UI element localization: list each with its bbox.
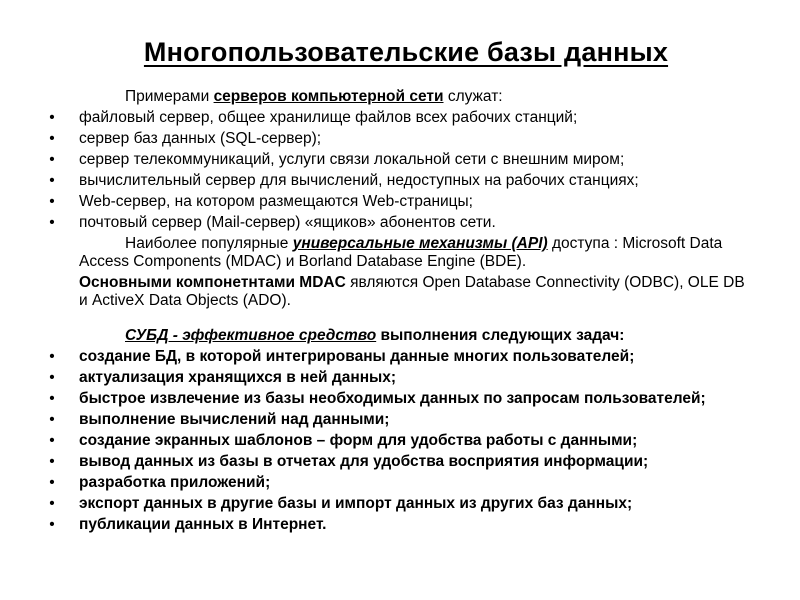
dbms-suffix: выполнения следующих задач: [376,327,625,344]
list-item [46,369,746,387]
servers-intro-prefix: Примерами [125,88,214,105]
api-emphasis: универсальные механизмы (API) [292,235,548,252]
dbms-intro [46,327,746,345]
slide-body [46,88,746,537]
bullet-icon: • [49,453,55,470]
bullet-icon: • [49,130,55,147]
spacer [46,313,746,327]
api-prefix: Наиболее популярные [125,235,293,252]
list-item-text: выполнение вычислений над данными; [79,411,390,428]
list-item-text: файловый сервер, общее хранилище файлов всех рабочих станций; [79,109,578,126]
bullet-icon: • [49,109,55,126]
mdac-paragraph [46,274,746,310]
list-item-text: Web-сервер, на котором размещаются Web-страницы; [79,193,473,210]
bullet-icon: • [49,151,55,168]
list-item [46,348,746,366]
list-item [46,193,746,211]
bullet-icon: • [49,474,55,491]
list-item [46,411,746,429]
api-paragraph [46,235,746,271]
list-item [46,453,746,471]
list-item [46,516,746,534]
list-item [46,474,746,492]
list-item-text: разработка приложений; [79,474,271,491]
list-item-text: сервер телекоммуникаций, услуги связи локальной сети с внешним миром; [79,151,625,168]
bullet-icon: • [49,495,55,512]
list-item-text: вывод данных из базы в отчетах для удобства восприятия информации; [79,453,649,470]
list-item [46,151,746,169]
list-item [46,495,746,513]
bullet-icon: • [49,390,55,407]
list-item-text: создание экранных шаблонов – форм для удобства работы с данными; [79,432,638,449]
list-item [46,214,746,232]
slide-title: Многопользовательские базы данных [143,37,669,67]
bullet-icon: • [49,369,55,386]
tasks-list [46,348,746,534]
mdac-suffix: являются Open Database Connectivity (ODBC), OLE DB и ActiveX Data Objects (ADO). [79,274,745,309]
list-item-text: экспорт данных в другие базы и импорт данных из других баз данных; [79,495,633,512]
api-suffix: доступа : Microsoft Data Access Components (MDAC) и Borland Database Engine (BDE). [79,235,723,270]
list-item-text: сервер баз данных (SQL-сервер); [79,130,322,147]
dbms-emphasis: СУБД - эффективное средство [125,327,377,344]
bullet-icon: • [49,193,55,210]
list-item-text: быстрое извлечение из базы необходимых данных по запросам пользователей; [79,390,706,407]
list-item [46,130,746,148]
bullet-icon: • [49,172,55,189]
list-item-text: актуализация хранящихся в ней данных; [79,369,397,386]
list-item-text: создание БД, в которой интегрированы данные многих пользователей; [79,348,635,365]
list-item-text: вычислительный сервер для вычислений, недоступных на рабочих станциях; [79,172,639,189]
bullet-icon: • [49,214,55,231]
list-item [46,390,746,408]
list-item [46,109,746,127]
bullet-icon: • [49,348,55,365]
list-item-text: публикации данных в Интернет. [79,516,327,533]
list-item [46,172,746,190]
servers-intro-suffix: служат: [443,88,503,105]
servers-list [46,109,746,232]
servers-intro-link: серверов компьютерной сети [213,88,444,105]
list-item [46,432,746,450]
list-item-text: почтовый сервер (Mail-сервер) «ящиков» абонентов сети. [79,214,496,231]
mdac-bold: Основными компонетнтами MDAC [79,274,346,291]
bullet-icon: • [49,411,55,428]
bullet-icon: • [49,432,55,449]
bullet-icon: • [49,516,55,533]
servers-intro [46,88,746,106]
